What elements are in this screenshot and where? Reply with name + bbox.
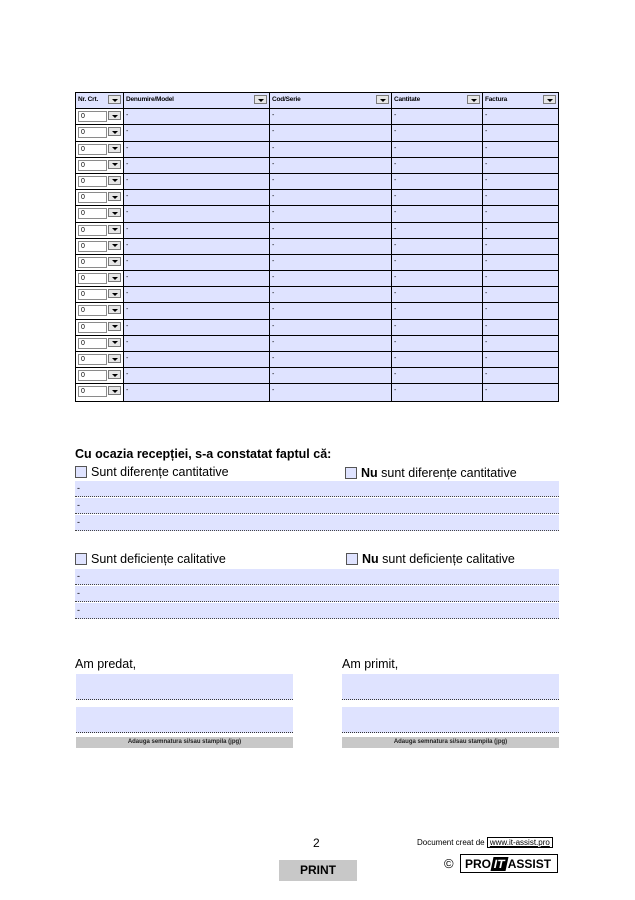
- factura-cell[interactable]: -: [483, 303, 558, 318]
- delivered-add-signature-button[interactable]: Adauga semnatura si/sau stampila (jpg): [76, 737, 293, 748]
- header-label: Cantitate: [394, 96, 421, 103]
- denumire-model-cell[interactable]: -: [124, 336, 270, 351]
- cantitate-cell[interactable]: -: [392, 255, 483, 270]
- no-quantity-diff-option[interactable]: [345, 466, 517, 480]
- received-name-field[interactable]: [342, 674, 559, 700]
- quantity-diff-label: Sunt diferențe cantitative: [91, 465, 229, 479]
- delivered-name-field[interactable]: [76, 674, 293, 700]
- chevron-down-icon[interactable]: [108, 241, 121, 250]
- cod-serie-cell[interactable]: -: [270, 287, 392, 302]
- table-row: [76, 239, 558, 255]
- chevron-down-icon[interactable]: [108, 95, 121, 104]
- cantitate-cell[interactable]: -: [392, 303, 483, 318]
- nr-crt-select[interactable]: 0: [78, 354, 107, 365]
- nr-crt-select[interactable]: 0: [78, 386, 107, 397]
- quantity-note-field-2[interactable]: -: [75, 498, 559, 514]
- chevron-down-icon[interactable]: [108, 176, 121, 185]
- print-button[interactable]: PRINT: [279, 860, 357, 881]
- table-row: [76, 174, 558, 190]
- cod-serie-cell[interactable]: -: [270, 142, 392, 157]
- nr-crt-cell: [76, 352, 124, 367]
- chevron-down-icon[interactable]: [376, 95, 389, 104]
- table-row: [76, 190, 558, 206]
- nr-crt-select[interactable]: 0: [78, 160, 107, 171]
- cod-serie-cell[interactable]: -: [270, 255, 392, 270]
- table-row: [76, 142, 558, 158]
- no-quantity-diff-label: sunt diferențe cantitative: [381, 466, 517, 480]
- items-table: [75, 92, 559, 402]
- chevron-down-icon[interactable]: [108, 370, 121, 379]
- nr-crt-cell: [76, 174, 124, 189]
- nr-crt-cell: [76, 287, 124, 302]
- table-row: [76, 320, 558, 336]
- denumire-model-cell[interactable]: -: [124, 142, 270, 157]
- chevron-down-icon[interactable]: [108, 208, 121, 217]
- quality-note-field-2[interactable]: -: [75, 586, 559, 602]
- cantitate-cell[interactable]: -: [392, 223, 483, 238]
- table-row: [76, 158, 558, 174]
- factura-cell[interactable]: -: [483, 223, 558, 238]
- cantitate-cell[interactable]: -: [392, 142, 483, 157]
- nr-crt-select[interactable]: 0: [78, 225, 107, 236]
- chevron-down-icon[interactable]: [108, 273, 121, 282]
- nr-crt-select[interactable]: 0: [78, 176, 107, 187]
- header-cantitate[interactable]: [392, 93, 483, 108]
- factura-cell[interactable]: -: [483, 206, 558, 221]
- nr-crt-cell: [76, 336, 124, 351]
- cantitate-cell[interactable]: -: [392, 287, 483, 302]
- cantitate-cell[interactable]: -: [392, 109, 483, 124]
- table-row: [76, 125, 558, 141]
- denumire-model-cell[interactable]: -: [124, 271, 270, 286]
- nr-crt-select[interactable]: 0: [78, 305, 107, 316]
- nr-crt-select[interactable]: 0: [78, 144, 107, 155]
- factura-cell[interactable]: -: [483, 287, 558, 302]
- chevron-down-icon[interactable]: [108, 192, 121, 201]
- header-cod-serie[interactable]: [270, 93, 392, 108]
- nr-crt-cell: [76, 109, 124, 124]
- quality-note-field-1[interactable]: -: [75, 569, 559, 585]
- denumire-model-cell[interactable]: -: [124, 223, 270, 238]
- quantity-diff-checkbox[interactable]: [75, 466, 87, 478]
- section-title: Cu ocazia recepției, s-a constatat faptul că:: [75, 447, 332, 461]
- nr-crt-cell: [76, 271, 124, 286]
- cantitate-cell[interactable]: -: [392, 158, 483, 173]
- quantity-note-field-1[interactable]: -: [75, 481, 559, 497]
- factura-cell[interactable]: -: [483, 255, 558, 270]
- cantitate-cell[interactable]: -: [392, 336, 483, 351]
- chevron-down-icon[interactable]: [108, 111, 121, 120]
- nr-crt-select[interactable]: 0: [78, 370, 107, 381]
- factura-cell[interactable]: -: [483, 190, 558, 205]
- cantitate-cell[interactable]: -: [392, 384, 483, 400]
- factura-cell[interactable]: -: [483, 142, 558, 157]
- no-quality-def-label: sunt deficiențe calitative: [382, 552, 515, 566]
- chevron-down-icon[interactable]: [108, 257, 121, 266]
- received-add-signature-button[interactable]: Adauga semnatura si/sau stampila (jpg): [342, 737, 559, 748]
- cod-serie-cell[interactable]: -: [270, 384, 392, 400]
- pro-it-assist-logo: [460, 854, 558, 873]
- nr-crt-cell: [76, 206, 124, 221]
- created-by-note: [417, 838, 553, 847]
- no-quality-def-checkbox[interactable]: [346, 553, 358, 565]
- cod-serie-cell[interactable]: -: [270, 223, 392, 238]
- cantitate-cell[interactable]: -: [392, 320, 483, 335]
- chevron-down-icon[interactable]: [108, 160, 121, 169]
- chevron-down-icon[interactable]: [108, 144, 121, 153]
- table-row: [76, 271, 558, 287]
- nr-crt-cell: [76, 255, 124, 270]
- nr-crt-cell: [76, 384, 124, 400]
- factura-cell[interactable]: -: [483, 271, 558, 286]
- no-quantity-diff-checkbox[interactable]: [345, 467, 357, 479]
- cod-serie-cell[interactable]: -: [270, 125, 392, 140]
- table-header-row: [76, 93, 558, 109]
- nr-crt-select[interactable]: 0: [78, 338, 107, 349]
- header-label: Cod/Serie: [272, 96, 301, 103]
- cod-serie-cell[interactable]: -: [270, 352, 392, 367]
- factura-cell[interactable]: -: [483, 352, 558, 367]
- cod-serie-cell[interactable]: -: [270, 190, 392, 205]
- table-row: [76, 303, 558, 319]
- header-label: Factura: [485, 96, 508, 103]
- logo-assist: ASSIST: [507, 856, 552, 871]
- table-row: [76, 223, 558, 239]
- denumire-model-cell[interactable]: -: [124, 239, 270, 254]
- cantitate-cell[interactable]: -: [392, 125, 483, 140]
- header-label: Denumire/Model: [126, 96, 174, 103]
- quality-def-checkbox[interactable]: [75, 553, 87, 565]
- cantitate-cell[interactable]: -: [392, 239, 483, 254]
- nr-crt-select[interactable]: 0: [78, 111, 107, 122]
- table-row: [76, 336, 558, 352]
- denumire-model-cell[interactable]: -: [124, 174, 270, 189]
- cantitate-cell[interactable]: -: [392, 206, 483, 221]
- table-row: [76, 384, 558, 400]
- denumire-model-cell[interactable]: -: [124, 158, 270, 173]
- no-prefix: Nu: [362, 552, 379, 566]
- nr-crt-cell: [76, 142, 124, 157]
- quantity-diff-option[interactable]: [75, 465, 229, 479]
- header-factura[interactable]: [483, 93, 558, 108]
- cod-serie-cell[interactable]: -: [270, 174, 392, 189]
- table-row: [76, 368, 558, 384]
- chevron-down-icon[interactable]: [108, 225, 121, 234]
- cod-serie-cell[interactable]: -: [270, 158, 392, 173]
- cod-serie-cell[interactable]: -: [270, 368, 392, 383]
- delivered-signature-field[interactable]: [76, 707, 293, 733]
- chevron-down-icon[interactable]: [543, 95, 556, 104]
- chevron-down-icon[interactable]: [108, 354, 121, 363]
- delivered-label: Am predat,: [75, 657, 137, 671]
- no-prefix: Nu: [361, 466, 378, 480]
- created-by-text: Document creat de: [417, 838, 485, 847]
- quality-note-field-3[interactable]: -: [75, 603, 559, 619]
- quantity-note-field-3[interactable]: -: [75, 515, 559, 531]
- table-row: [76, 206, 558, 222]
- chevron-down-icon[interactable]: [108, 127, 121, 136]
- nr-crt-select[interactable]: 0: [78, 241, 107, 252]
- factura-cell[interactable]: -: [483, 125, 558, 140]
- header-nr-crt[interactable]: [76, 93, 124, 108]
- denumire-model-cell[interactable]: -: [124, 368, 270, 383]
- nr-crt-cell: [76, 158, 124, 173]
- cantitate-cell[interactable]: -: [392, 174, 483, 189]
- nr-crt-cell: [76, 303, 124, 318]
- denumire-model-cell[interactable]: -: [124, 320, 270, 335]
- quality-def-option[interactable]: [75, 552, 226, 566]
- cod-serie-cell[interactable]: -: [270, 271, 392, 286]
- denumire-model-cell[interactable]: -: [124, 255, 270, 270]
- table-row: [76, 109, 558, 125]
- cantitate-cell[interactable]: -: [392, 271, 483, 286]
- cod-serie-cell[interactable]: -: [270, 303, 392, 318]
- denumire-model-cell[interactable]: -: [124, 109, 270, 124]
- no-quality-def-option[interactable]: [346, 552, 515, 566]
- table-row: [76, 255, 558, 271]
- chevron-down-icon[interactable]: [467, 95, 480, 104]
- chevron-down-icon[interactable]: [108, 305, 121, 314]
- nr-crt-select[interactable]: 0: [78, 127, 107, 138]
- factura-cell[interactable]: -: [483, 368, 558, 383]
- nr-crt-cell: [76, 320, 124, 335]
- factura-cell[interactable]: -: [483, 384, 558, 400]
- chevron-down-icon[interactable]: [108, 386, 121, 395]
- nr-crt-cell: [76, 368, 124, 383]
- chevron-down-icon[interactable]: [254, 95, 267, 104]
- denumire-model-cell[interactable]: -: [124, 352, 270, 367]
- chevron-down-icon[interactable]: [108, 289, 121, 298]
- factura-cell[interactable]: -: [483, 336, 558, 351]
- denumire-model-cell[interactable]: -: [124, 287, 270, 302]
- table-row: [76, 287, 558, 303]
- nr-crt-cell: [76, 190, 124, 205]
- denumire-model-cell[interactable]: -: [124, 125, 270, 140]
- page-number: 2: [313, 836, 320, 850]
- nr-crt-select[interactable]: 0: [78, 257, 107, 268]
- table-row: [76, 352, 558, 368]
- factura-cell[interactable]: -: [483, 158, 558, 173]
- copyright-symbol: ©: [444, 856, 454, 871]
- nr-crt-cell: [76, 239, 124, 254]
- quality-def-label: Sunt deficiențe calitative: [91, 552, 226, 566]
- cod-serie-cell[interactable]: -: [270, 206, 392, 221]
- cantitate-cell[interactable]: -: [392, 190, 483, 205]
- denumire-model-cell[interactable]: -: [124, 206, 270, 221]
- chevron-down-icon[interactable]: [108, 338, 121, 347]
- logo-it: IT: [492, 856, 507, 871]
- nr-crt-select[interactable]: 0: [78, 208, 107, 219]
- header-denumire-model[interactable]: [124, 93, 270, 108]
- nr-crt-cell: [76, 125, 124, 140]
- cantitate-cell[interactable]: -: [392, 352, 483, 367]
- cantitate-cell[interactable]: -: [392, 368, 483, 383]
- cod-serie-cell[interactable]: -: [270, 336, 392, 351]
- site-link[interactable]: www.it-assist.pro: [487, 837, 553, 848]
- factura-cell[interactable]: -: [483, 174, 558, 189]
- factura-cell[interactable]: -: [483, 109, 558, 124]
- denumire-model-cell[interactable]: -: [124, 190, 270, 205]
- factura-cell[interactable]: -: [483, 320, 558, 335]
- cod-serie-cell[interactable]: -: [270, 239, 392, 254]
- logo-pro: PRO: [465, 856, 492, 871]
- chevron-down-icon[interactable]: [108, 322, 121, 331]
- table-body: [76, 109, 558, 400]
- factura-cell[interactable]: -: [483, 239, 558, 254]
- nr-crt-select[interactable]: 0: [78, 273, 107, 284]
- denumire-model-cell[interactable]: -: [124, 303, 270, 318]
- nr-crt-cell: [76, 223, 124, 238]
- cod-serie-cell[interactable]: -: [270, 320, 392, 335]
- cod-serie-cell[interactable]: -: [270, 109, 392, 124]
- nr-crt-select[interactable]: 0: [78, 289, 107, 300]
- received-label: Am primit,: [342, 657, 399, 671]
- received-signature-field[interactable]: [342, 707, 559, 733]
- denumire-model-cell[interactable]: -: [124, 384, 270, 400]
- nr-crt-select[interactable]: 0: [78, 192, 107, 203]
- nr-crt-select[interactable]: 0: [78, 322, 107, 333]
- header-label: Nr. Crt.: [78, 96, 99, 103]
